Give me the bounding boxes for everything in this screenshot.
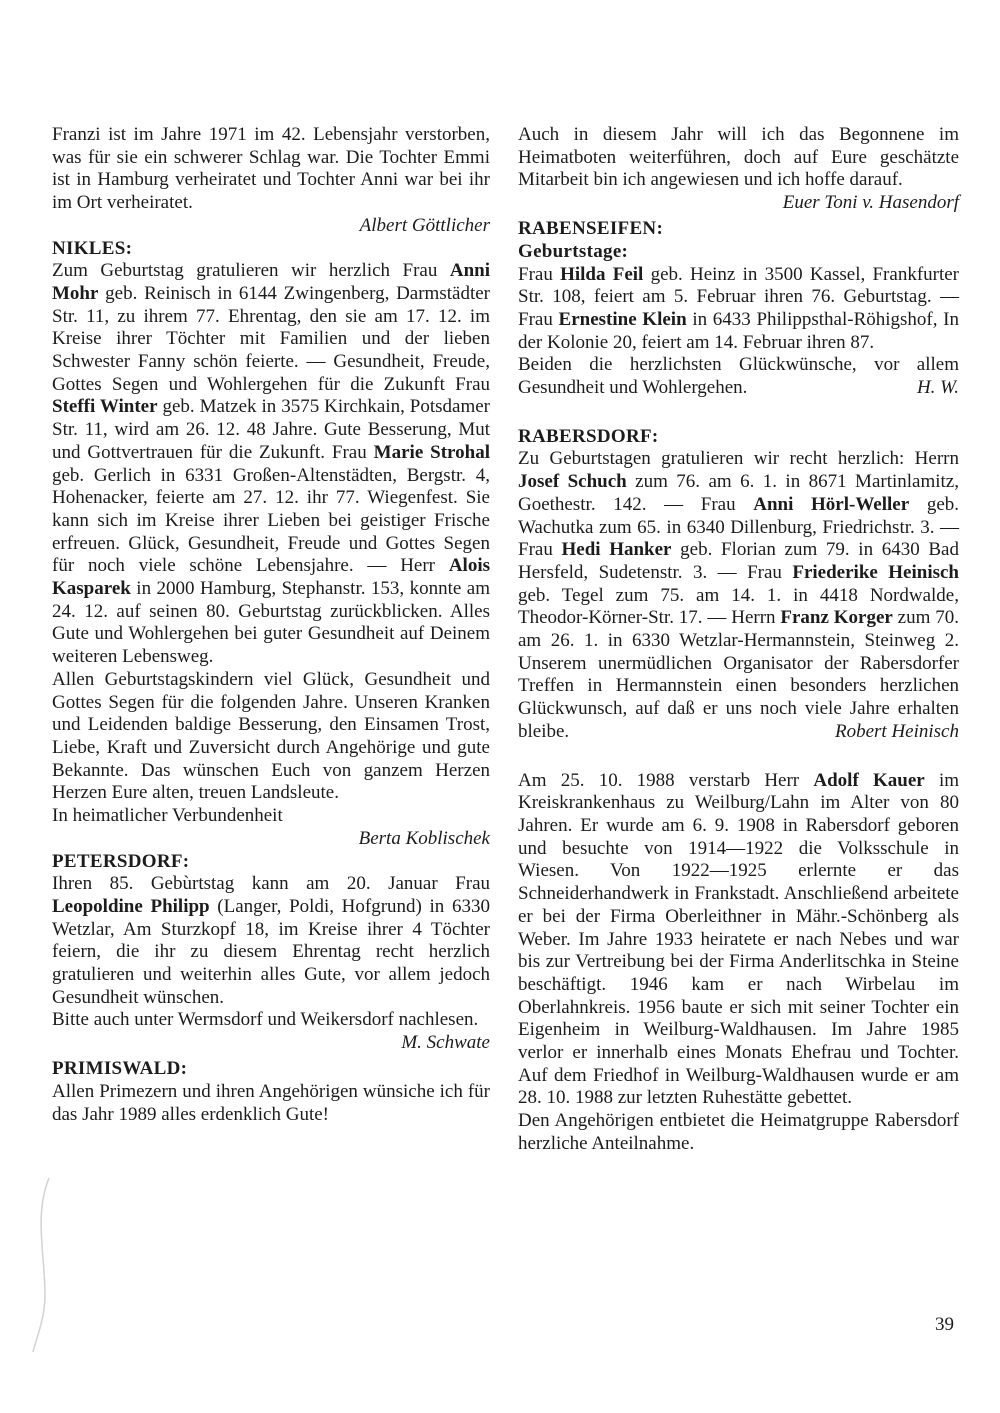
person-name: Marie Strohal [373,441,490,463]
section-heading [52,238,490,261]
text-run: Am 25. 10. 1988 verstarb Herr [518,769,814,791]
inline-signature: H. W. [916,377,959,399]
paragraph [518,770,959,1111]
text-run: geb. Heinz in 3500 Kassel, Frankfurter Str. 108, feiert am 5. Februar ihren 76. Geburtstag. — Frau [518,263,960,330]
text-run: Albert Göttlicher [359,214,490,236]
section-heading [52,1058,490,1081]
text-run: in 6433 Philippsthal-Röhigshof, In der Kolonie 20, feiert am 14. Februar ihren 87. [518,308,959,353]
text-run: Allen Geburtstagskindern viel Glück, Gesundheit und Gottes Segen für die folgenden Jahre. Unseren Kranken und Leidenden baldige Besserung, den Einsamen Trost, Liebe, Kraft und Zuversicht durch Angehörige und gute Bekannte. Das wünschen Euch von ganzem Herzen Herzen Eure alten, treuen Landsleute. [52,668,490,804]
text-run: Den Angehörigen entbietet die Heimatgruppe Rabersdorf herzliche Anteilnahme. [518,1110,959,1154]
text-run: Frau [518,263,561,285]
section-subheading [518,241,959,264]
paragraph [52,669,490,805]
text-run: Bitte auch unter Wermsdorf und Weikersdorf nachlesen. [52,1009,479,1031]
section-heading [52,851,490,874]
section-heading [518,218,959,241]
person-name: PETERSDORF: [52,850,190,872]
person-name: Geburtstage: [518,240,629,262]
text-run: Zum Geburtstag gratulieren wir herzlich Frau [52,260,450,282]
text-run: Auch in diesem Jahr will ich das Begonnene im Heimatboten weiterführen, doch auf Eure geschätzte Mitarbeit bin ich angewiesen und ich hoffe darauf. [518,124,959,191]
person-name: Hilda Feil [560,263,644,285]
person-name: Franz Korger [780,607,893,629]
person-name: Steffi Winter [52,396,158,418]
paragraph [518,124,959,214]
paragraph [518,448,959,743]
text-run: in 2000 Hamburg, Stephanstr. 153, konnte am 24. 12. auf seinen 80. Geburtstag zurückblicken. Alles Gute und Wohlergehen bei guter Gesundheit auf Deinem weiteren Lebensweg. [52,578,490,668]
person-name: Hedi Hanker [561,539,672,561]
text-run: geb. Wachutka zum 65. in 6340 Dillenburg, Friedrichstr. 3. — Frau [518,493,960,561]
person-name: RABENSEIFEN: [518,218,664,240]
paragraph [52,1081,490,1126]
text-run: Zu Geburtstagen gratulieren wir recht herzlich: Herrn [518,448,959,470]
person-name: Anni Mohr [52,260,490,304]
text-columns [52,124,959,1156]
person-name: RABERSDORF: [518,425,659,447]
text-run: geb. Gerlich in 6331 Großen-Altenstädten, Bergstr. 4, Hohenacker, feierte am 27. 12. ihr 77. Wiegenfest. Sie kann sich im Kreise ihrer Lieben bei geistiger Frische erfreuen. Glück, Gesundheit, Freude und Gottes Segen für noch viele schöne Lebensjahre. — Herr [52,464,490,577]
person-name: Anni Hörl-Weller [753,493,910,515]
inline-signature: Robert Heinisch [834,720,959,742]
paragraph [52,805,490,828]
text-run: Beiden die herzlichsten Glückwünsche, vor allem Gesundheit und Wohlergehen. [518,354,959,399]
paragraph [52,1009,490,1054]
left-column [52,124,490,1156]
person-name: NIKLES: [52,237,133,259]
text-run: Berta Koblischek [358,827,490,849]
person-name: Leopoldine Philipp [52,895,210,917]
paragraph [52,124,490,215]
person-name: Alois Kasparek [52,555,490,600]
signature-line [52,215,490,238]
text-run: geb. Matzek in 3575 Kirchkain, Potsdamer Str. 11, wird am 26. 12. 48 Jahre. Gute Besserung, Mut und Gottvertrauen für die Zukunft. Frau [52,396,490,463]
text-run: zum 70. am 26. 1. in 6330 Wetzlar-Hermannstein, Steinweg 2. Unserem unermüdlichen Organisator der Rabersdorfer Treffen in Hermannstein einen besonders herzlichen Glückwunsch, auf daß er uns noch viele Jahre erhalten bleibe. [518,607,959,742]
text-run: geb. Reinisch in 6144 Zwingenberg, Darmstädter Str. 11, zu ihrem 77. Ehrentag, den sie am 17. 12. im Kreise ihrer Töchter mit Familien und der lieben Schwester Fanny schön feierte. — Gesundheit, Freude, Gottes Segen und Wohlergehen für die Zukunft Frau [52,282,490,395]
paragraph [52,873,490,1009]
inline-signature: M. Schwate [401,1032,490,1054]
page-number: 39 [935,1314,954,1335]
section-heading [518,426,959,449]
text-run: zum 76. am 6. 1. in 8671 Martinlamitz, Goethestr. 142. — Frau [518,471,959,515]
person-name: PRIMISWALD: [52,1058,188,1080]
text-run: Allen Primezern und ihren Angehörigen wünsiche ich für das Jahr 1989 alles erdenklich Gute! [52,1080,490,1125]
right-column [518,124,959,1156]
person-name: Ernestine Klein [558,308,687,330]
paragraph [52,260,490,669]
text-run: geb. Tegel zum 75. am 14. 1. in 4418 Nordwalde, Theodor-Körner-Str. 17. — Herrn [518,584,959,629]
text-run: In heimatlicher Verbundenheit [52,805,283,827]
paragraph [518,1110,959,1155]
person-name: Josef Schuch [518,471,627,493]
signature-line [52,828,490,851]
text-run: im Kreiskrankenhaus zu Weilburg/Lahn im Alter von 80 Jahren. Er wurde am 6. 9. 1908 in Rabersdorf geboren und besuchte von 1914—1922 die Volksschule in Wiesen. Von 1922—1925 erlernte er das Schneiderhandwerk in Frankstadt. Anschließend arbeitete er bei der Firma Oberleithner in Mähr.-Schönberg als Weber. Im Jahre 1933 heiratete er nach Nebes und war bis zur Vertreibung bei der Firma Anderlitschka in Steine beschäftigt. 1946 kam er nach Wirbelau im Oberlahnkreis. 1956 baute er sich mit seiner Tochter ein Eigenheim in Weilburg-Waldhausen. Im Jahre 1985 verlor er innerhalb eines Monats Ehefrau und Tochter. Auf dem Friedhof in Weilburg-Waldhausen wurde er am 28. 10. 1988 zur letzten Ruhestätte gebettet. [518,769,960,1109]
paragraph [518,354,959,399]
text-run: (Langer, Poldi, Hofgrund) in 6330 Wetzlar, Am Sturzkopf 18, im Kreise ihrer 4 Töchter feiern, die ihr zu diesem Ehrentag recht herzlich gratulieren und weiterhin alles Gute, vor allem jedoch Gesundheit wünschen. [52,895,490,1008]
person-name: Friederike Heinisch [792,561,959,583]
text-run: Franzi ist im Jahre 1971 im 42. Lebensjahr verstorben, was für sie ein schwerer Schlag war. Die Tochter Emmi ist in Hamburg verheiratet und Tochter Anni war bei ihr im Ort verheiratet. [52,124,490,214]
paragraph [518,264,959,355]
text-run: Ihren 85. Gebùrtstag kann am 20. Januar Frau [52,873,490,895]
person-name: Adolf Kauer [813,769,925,791]
inline-signature: Euer Toni v. Hasendorf [782,192,959,214]
text-run: geb. Florian zum 79. in 6430 Bad Hersfeld, Sudetenstr. 3. — Frau [518,539,959,583]
